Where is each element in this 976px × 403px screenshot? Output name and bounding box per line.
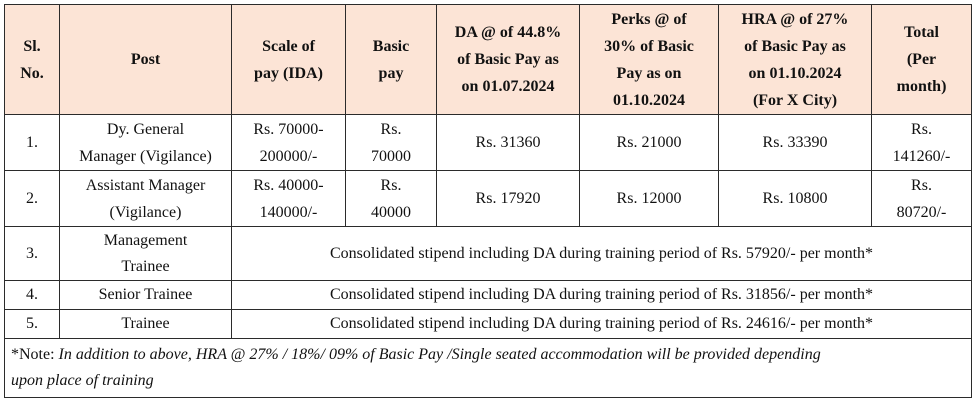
header-perks: Perks @ of 30% of Basic Pay as on 01.10.2024 [580, 5, 719, 115]
cell-scale: Rs. 70000- 200000/- [232, 115, 346, 171]
cell-da: Rs. 31360 [437, 115, 580, 171]
note-cell [5, 339, 972, 398]
cell-scale: Rs. 40000- 140000/- [232, 171, 346, 227]
cell-post: Senior Trainee [60, 281, 232, 310]
cell-perks: Rs. 12000 [580, 171, 719, 227]
table-row [5, 227, 972, 281]
cell-sl: 4. [5, 281, 60, 310]
note-prefix: *Note: [11, 346, 59, 363]
cell-sl: 5. [5, 310, 60, 339]
cell-stipend: Consolidated stipend including DA during training period of Rs. 31856/- per month* [232, 281, 972, 310]
header-row [5, 5, 972, 115]
cell-stipend: Consolidated stipend including DA during training period of Rs. 24616/- per month* [232, 310, 972, 339]
table-row [5, 281, 972, 310]
cell-total: Rs. 80720/- [872, 171, 972, 227]
note-row [5, 339, 972, 398]
note-text-line-2: upon place of training [11, 372, 154, 389]
cell-post: Dy. General Manager (Vigilance) [60, 115, 232, 171]
table-row [5, 115, 972, 171]
header-post: Post [60, 5, 232, 115]
cell-sl: 3. [5, 227, 60, 281]
cell-post: Trainee [60, 310, 232, 339]
pay-table-container [4, 4, 972, 398]
header-da: DA @ of 44.8% of Basic Pay as on 01.07.2024 [437, 5, 580, 115]
cell-sl: 2. [5, 171, 60, 227]
cell-sl: 1. [5, 115, 60, 171]
cell-post: Assistant Manager (Vigilance) [60, 171, 232, 227]
cell-stipend: Consolidated stipend including DA during training period of Rs. 57920/- per month* [232, 227, 972, 281]
header-basic-pay: Basic pay [346, 5, 437, 115]
table-row [5, 310, 972, 339]
header-scale-of-pay: Scale of pay (IDA) [232, 5, 346, 115]
cell-basic: Rs. 70000 [346, 115, 437, 171]
header-total: Total (Per month) [872, 5, 972, 115]
header-sl-no: Sl. No. [5, 5, 60, 115]
note-text-line-1: In addition to above, HRA @ 27% / 18%/ 09% of Basic Pay /Single seated accommodation will be provided depending [58, 346, 821, 363]
cell-perks: Rs. 21000 [580, 115, 719, 171]
cell-hra: Rs. 33390 [719, 115, 872, 171]
table-row [5, 171, 972, 227]
header-hra: HRA @ of 27% of Basic Pay as on 01.10.2024 (For X City) [719, 5, 872, 115]
cell-basic: Rs. 40000 [346, 171, 437, 227]
pay-scale-table [4, 4, 972, 398]
cell-total: Rs. 141260/- [872, 115, 972, 171]
cell-post: Management Trainee [60, 227, 232, 281]
cell-da: Rs. 17920 [437, 171, 580, 227]
cell-hra: Rs. 10800 [719, 171, 872, 227]
